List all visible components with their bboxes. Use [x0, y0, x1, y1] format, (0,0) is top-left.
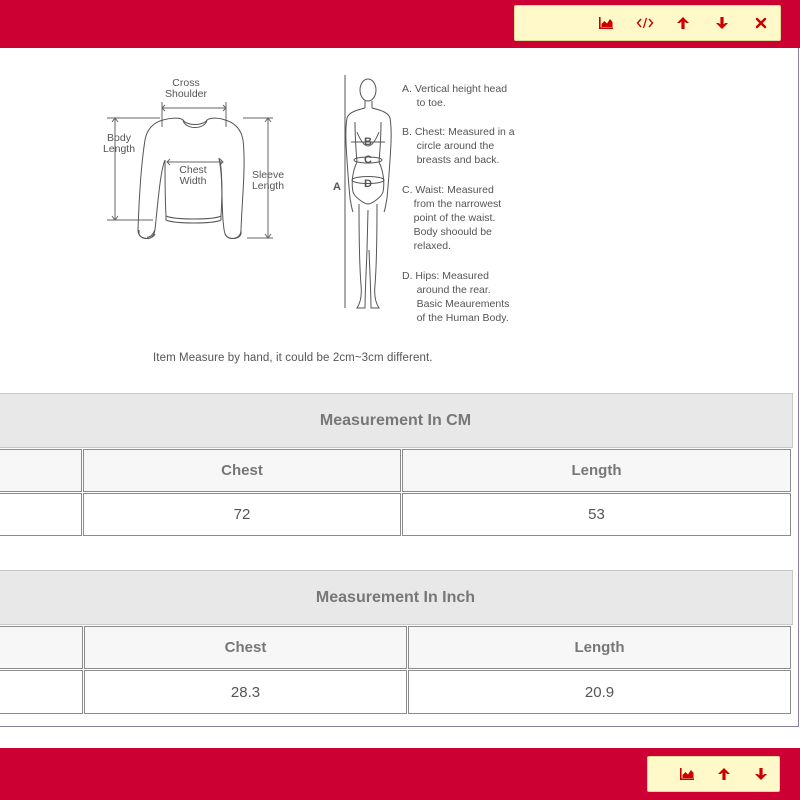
sleeve-length-label: Sleeve Length [251, 169, 285, 192]
scroll-down-button-bottom[interactable] [742, 756, 779, 792]
arrow-down-icon [754, 767, 768, 781]
chart-button-bottom[interactable] [668, 756, 705, 792]
top-toolbar [514, 5, 781, 41]
table-inch-header-length: Length [408, 626, 791, 669]
table-cm-title: Measurement In CM [0, 393, 793, 448]
bottom-toolbar [647, 756, 780, 792]
body-letter-a: A [333, 181, 341, 193]
body-letter-b: B [364, 136, 372, 148]
close-button[interactable] [741, 5, 780, 41]
scroll-down-button[interactable] [703, 5, 742, 41]
close-icon [755, 17, 767, 29]
table-inch-cell-size [0, 670, 83, 714]
chest-width-label: Chest Width [179, 164, 207, 187]
body-letter-c: C [364, 154, 372, 166]
arrow-down-icon [715, 16, 729, 30]
table-cm-header-length: Length [402, 449, 791, 492]
arrow-up-icon [717, 767, 731, 781]
arrow-up-icon [676, 16, 690, 30]
table-inch-header-size [0, 626, 83, 669]
table-cm-cell-chest: 72 [83, 493, 401, 536]
legend-item-c: C. Waist: Measured from the narrowest point of the waist. Body shoould be relaxed. [402, 184, 502, 252]
legend-item-b: B. Chest: Measured in a circle around the breasts and back. [402, 126, 515, 166]
legend-item-a: A. Vertical height head to toe. [402, 83, 508, 109]
chart-icon [598, 16, 614, 30]
measurement-diagram [95, 70, 545, 370]
measurement-note: Item Measure by hand, it could be 2cm~3cm different. [153, 352, 433, 364]
table-inch-cell-length: 20.9 [408, 670, 791, 714]
cross-shoulder-label: Cross Shoulder [164, 77, 208, 100]
table-cm-header-size [0, 449, 82, 492]
code-button[interactable] [626, 5, 665, 41]
table-inch-header-chest: Chest [84, 626, 407, 669]
code-icon [636, 16, 654, 30]
legend-item-d: D. Hips: Measured around the rear. Basic Meaurements of the Human Body. [402, 270, 510, 324]
table-cm-cell-length: 53 [402, 493, 791, 536]
body-length-label: Body Length [102, 132, 136, 155]
scroll-up-button[interactable] [664, 5, 703, 41]
chart-icon [679, 767, 695, 781]
table-cm-cell-size [0, 493, 82, 536]
scroll-up-button-bottom[interactable] [705, 756, 742, 792]
table-inch-title: Measurement In Inch [0, 570, 793, 625]
table-cm-header-chest: Chest [83, 449, 401, 492]
table-inch-cell-chest: 28.3 [84, 670, 407, 714]
body-letter-d: D [364, 178, 372, 190]
chart-button[interactable] [587, 5, 626, 41]
